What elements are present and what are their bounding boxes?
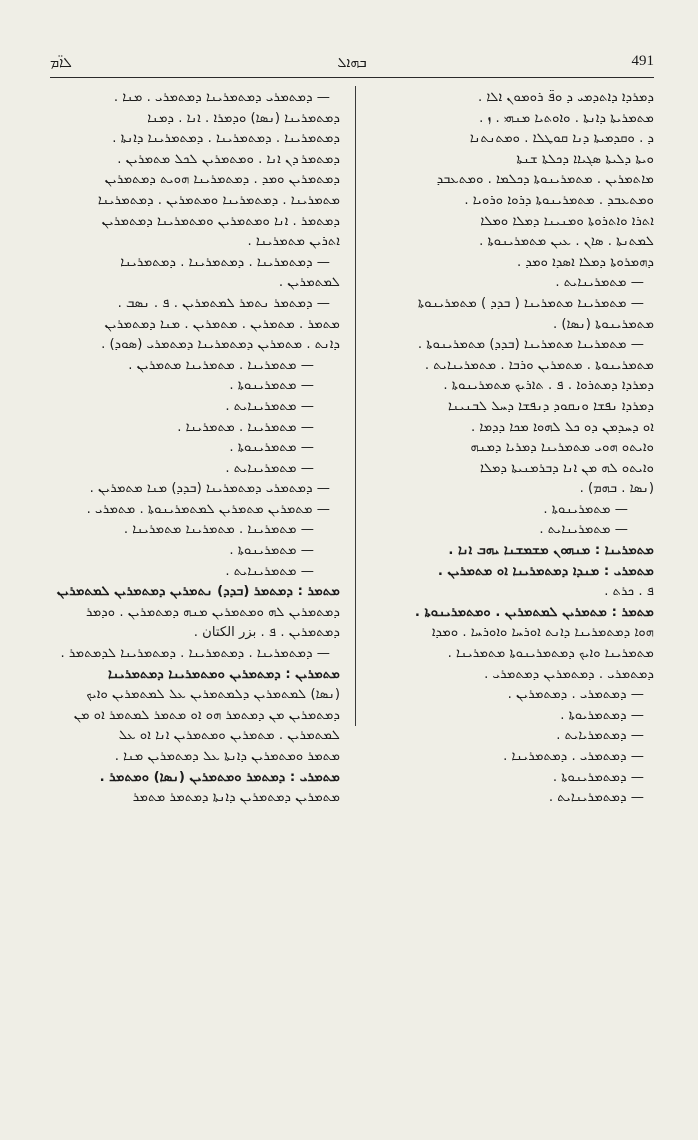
column-divider (355, 86, 356, 726)
right-column-line: ܡܐܬܡܪܝܢ . ܡܬܡܪܝܢܘܬܐ ܕܟܠܡܐ . ܘܡܬܥܒܕ (436, 172, 654, 188)
right-column-line: ܡܬܡܪܝܢܘܬܐ . ܡܬܡܪܝܢ ܘܪܒܐ . ܡܬܡܪܝܢܐܝܬ . (424, 357, 654, 373)
right-column-line: ܡܬܡܪܝ : ܡܢܕܐ ܕܡܬܡܪܝܢܐ ܐܘ ܡܬܡܪܝܢ . (437, 563, 654, 579)
right-column-line: ܕܡܪܕܐ ܕܡܬܪܘܐ . ܦ . ܬܐܪܝܟ ܡܬܡܪܝܢܘܬܐ . (443, 378, 654, 394)
right-column-line: — ܕܡܬܡܪܝܢܐܝܬ . (548, 790, 644, 806)
right-column-line: ܐܬܪܐ ܘܐܬܪܘܬܐ ܘܡܢܝܢܐ ܕܡܠܐ ܘܡܠܐ (480, 213, 654, 229)
left-column-line: ܕܡܬܡܪܝܢ ܠܗ ܘܡܬܡܪܝܢ ܡܢܗ ܕܡܬܡܪܝܢ . ܘܕܡܪ (85, 604, 340, 620)
left-column-line: — ܡܬܡܪܝܢܐܝܬ . (225, 398, 314, 414)
left-column-line: — ܡܬܡܪܝܢܘܬܐ . (229, 440, 314, 456)
right-column-line: ܗܘܐ ܕܡܬܡܪܝܢܐ ܕܐܢܬ ܐܘܪܚܐ ܘܐܘܪܚܐ . ܘܡܕܐ (431, 625, 654, 641)
left-column-line: — ܡܬܡܪܝܢܐ . ܡܬܡܪܝܢܐ ܡܬܡܪܝܢܐ . (123, 522, 314, 538)
left-column-line: ܕܡܬܡܪܝܢ ܘܡܕ . ܕܡܬܡܪܝܢܐ ܗܘܝܬ ܕܡܬܡܪܝܢ (104, 172, 340, 188)
left-column-line: ܐܬܪܝܢ ܡܬܡܪܝܢܐ . (247, 234, 340, 250)
right-column-line: ܕ . ܘܩܕܡܝܬܐ ܕܢܐ ܩܘܛܠܐ . ܘܡܬܢܬܢܐ (469, 131, 654, 147)
right-column-line: ܡܬܡܪܝܢܘܬܐ (ܢܣܐ) . (552, 316, 654, 332)
right-column-line: ܡܬܡܪܝܢܐ ܘܐܝܟ ܕܡܬܡܪܝܢܘܬܐ ܡܬܡܪܝܢܐ . (447, 646, 654, 662)
left-column-line: ܕܡܬܡܪ . ܐܢܐ ܘܡܬܡܪܝܢ ܘܡܬܡܪܝܢܐ ܕܡܬܡܪܝܢ (101, 213, 340, 229)
right-column-line: ܐܘ ܕܚܕܡܢ ܕܘ ܟܠ ܠܗܘܐ ܡܟܐ ܕܕܡܐ . (470, 419, 654, 435)
right-column-line: — ܕܡܬܡܪܝ . ܕܡܬܡܪܝܢ . (507, 687, 644, 703)
left-column-line: — ܡܬܡܪܝܢܐܝܬ . (225, 460, 314, 476)
left-column-line: — ܡܬܡܪܝܢ ܡܬܡܪܝܢ ܠܡܬܡܪܝܢܘܬܐ . ܡܬܡܪܝ . (86, 501, 330, 517)
left-column-line: ܡܬܡܪ ܘܡܬܡܪܝܢ ܕܐܢܬܐ ܥܠ ܕܡܬܡܪܝܢ ܡܢܐ . (114, 749, 340, 764)
left-column-line: ܠܡܬܡܪܝܢ . (278, 275, 340, 291)
page-number: 491 (631, 53, 654, 69)
left-column-line: — ܕܡܬܡܪܝܢܐ . ܕܡܬܡܪܝܢܐ . ܕܡܬܡܪܝܢܐ ܠܕܡܬܡܪ . (60, 646, 330, 662)
header-left-word: ܠܐ̈ܡ (50, 55, 72, 71)
left-column-line: — ܕܡܬܡܪܝܢܐ . ܕܡܬܡܪܝܢܐ . ܕܡܬܡܪܝܢܐ (120, 254, 330, 270)
left-column-line: ܡܬܡܪ : ܕܡܬܡܪ (ܒܕܕ) ܢܬܡܪܝܢ ܕܡܬܡܪܝܢ ܠܡܬܡܪܝܢ (56, 584, 340, 600)
left-column-line: — ܡܬܡܪܝܢܐ . ܡܬܡܪܝܢܐ . (177, 419, 314, 435)
right-column-line: — ܡܬܡܪܝܢܘܬܐ . (543, 501, 628, 517)
left-column-line: — ܡܬܡܪܝܢܘܬܐ . (229, 378, 314, 394)
right-column-line: ܡܬܡܪܝܢܐ : ܡܢܗܘܢ ܡܫܡܫܢܐ ܝܗܒ ܐܢܐ . (448, 543, 654, 559)
right-column-line: ܠܡܬܢܬܐ . ܣܐܢ . ܥܝܢ ܡܬܡܪܝܢܘܬܐ . (479, 234, 654, 250)
right-column-line: — ܡܬܡܪܝܢܐ ܡܬܡܪܝܢܐ (ܒܕܕ) ܡܬܡܪܝܢܘܬܐ . (417, 337, 644, 353)
right-column-line: ܘܐܝܬܘ ܠܗ ܡܢ ܐܢܐ ܕܒܪܡܢܝܬܐ ܕܡܠܐ (480, 460, 654, 476)
left-column-line: — ܕܡܬܡܪ ܢܬܡܪ ܠܡܬܡܪܝܢ . ܦ . ܢܣܒ . (117, 295, 330, 311)
right-column-line: — ܡܬܡܪܝܢܐܝܬ . (555, 275, 644, 291)
right-column-line: (ܢܣܐ . ܒܗܡ) . (579, 481, 654, 497)
right-column-line: ܕܡܪܕܐ ܢܦܫܐ ܘܢܩܘܕ ܕܢܦܫܐ ܕܚܠ ܠܒܢܝܢܐ (447, 398, 654, 414)
header-center-word: ܒܗܐܠ (337, 55, 367, 71)
right-column-line: ܕܡܪܕܐ ܕܐܬܕܡܝ ܕ ܘܦ̈ ܪܘܡܘܢ ܐܠܐ . (478, 90, 654, 105)
right-column-line: ܕܡܬܡܪܝ . ܕܡܬܡܪܝܢ ܕܡܬܡܪܝ . (484, 666, 654, 682)
left-column-line: ܕܡܬܡܪܝܢ ܡܢ ܕܡܬܡܪ ܗܘ ܐܘ ܡܬܡܪ ܠܡܬܡܪ ܐܘ ܡܢ (73, 707, 340, 723)
left-column-line: ܡܬܡܪ . ܡܬܡܪܝܢ . ܡܬܡܪܝܢ . ܡܢܐ ܕܡܬܡܪܝܢ (104, 316, 340, 332)
left-column-line: — ܡܬܡܪܝܢܐܝܬ . (225, 563, 314, 579)
right-column-line: — ܕܡܬܡܪܝܘܬܐ . (560, 707, 644, 723)
left-column-line: ܕܐܢܬ . ܡܬܡܪܝܢ ܕܡܬܡܪܝܢܐ ܕܡܬܡܪܝ (ܣܘܕ) . (101, 337, 340, 353)
left-column-line: — ܡܬܡܪܝܢܘܬܐ . (229, 543, 314, 559)
left-column-line: ܕܡܬܡܪܝܢܐ . ܕܡܬܡܪܝܢܐ . ܕܡܬܡܪܝܢܐ ܕܐܢܬܐ . (112, 131, 340, 147)
right-column-line: ܦ . ܟܪܬ . (604, 584, 654, 600)
left-column-line: ܕܡܬܡܪܝܢܐ (ܢܣܐ) ܘܕܡܪܐ . ܐܢܐ . ܕܡܢܐ (147, 110, 340, 126)
left-column-line: ܠܡܬܡܪܝܢ . ܡܬܡܪܝܢ ܘܡܬܡܪܝܢ ܐܢܐ ܐܘ ܥܠ (118, 728, 340, 744)
right-column-line: ܡܬܡܪ : ܡܬܡܪܝܢ ܠܡܬܡܪܝܢ . ܘܡܬܡܪܝܢܘܬܐ . (414, 604, 654, 620)
right-column-line: ܘܝܬܐ ܕܠܝܬܐ ܣܓܝܐܐ ܕܟܠܬܐ ܫܢܬܐ (516, 151, 654, 167)
right-column-line: ܕܗܡܪܘܬܐ ܕܡܠܐ ܐܣܕܐ ܘܡܕ . (516, 254, 654, 270)
left-column-line: — ܕܡܬܡܪܝ ܕܡܬܡܪܝܢܐ ܕܡܬܡܪܝ . ܡܢܐ . (113, 90, 330, 105)
right-column-line: — ܕܡܬܡܪܝܢܘܬܐ . (552, 769, 644, 785)
left-column-line: ܡܬܡܪܝܢܐ . ܕܡܬܡܪܝܢܐ ܘܡܬܡܪܝܢ . ܕܡܬܡܪܝܢܐ (97, 192, 340, 208)
right-column-line: ܡܬܡܪܝܬܐ ܕܐܢܬܐ . ܘܐܘܬܝܐ ܡܢܗܝ . ܙ . (479, 110, 654, 126)
left-column-line: ܕܡܬܡܪ ܕܢ ܐܢܐ . ܘܡܬܡܪܝܢ ܠܟܠ ܡܬܡܪܝܢ . (117, 151, 340, 167)
right-column-line: — ܡܬܡܪܝܢܐ ܡܬܡܪܝܢܐ ( ܒܕܕ ) ܡܬܡܪܝܢܘܬܐ (417, 295, 644, 311)
right-column-line: — ܡܬܡܪܝܢܐܝܬ . (539, 522, 628, 538)
left-column-line: ܡܬܡܪܝܢ : ܕܡܬܡܪܝܢ ܘܡܬܡܪܝܢܐ ܕܡܬܡܪܝܢܐ (108, 666, 340, 682)
right-column-line: — ܕܡܬܡܪܝܐܝܬ . (556, 728, 644, 744)
left-column (50, 88, 340, 809)
left-column-line: ܕܡܬܡܪܝܢ . ܦ . بزر الكتان . (193, 625, 340, 641)
right-column (364, 88, 654, 809)
left-column-line: ܡܬܡܪܝ : ܕܡܬܡܪ ܘܡܬܡܪܝܢ (ܢܣܐ) ܘܡܬܡܪ . (99, 769, 340, 785)
right-column-line: ܘܡܬܥܒܕ . ܡܬܡܪܝܢܘܬܐ ܕܪܘܐ ܘܪܘܝܐ . (464, 192, 654, 208)
right-column-line: — ܕܡܬܡܪܝ . ܕܡܬܡܪܝܢܐ . (503, 749, 644, 764)
left-column-line: (ܢܣܐ) ܠܡܬܡܪܝܢ ܕܠܡܬܡܪܝܢ ܥܠ ܠܡܬܡܪܝܢ ܘܐܝܟ (86, 687, 340, 703)
right-column-line: ܘܐܝܬܘ ܗܘܝ ܡܬܡܪܝܢܐ ܕܡܪܝܐ ܕܡܢܗ (470, 440, 654, 456)
left-column-line: — ܡܬܡܪܝܢܐ . ܡܬܡܪܝܢܐ ܡܬܡܪܝܢ . (128, 357, 314, 373)
left-column-line: ܡܬܡܪܝܢ ܕܡܬܡܪܝܢ ܕܐܢܬܐ ܕܡܬܡܪ ܡܬܡܪ (132, 790, 340, 806)
left-column-line: — ܕܡܬܡܪܝ ܕܡܬܡܪܝܢܐ (ܒܕܕ) ܡܢܐ ܡܬܡܪܝܢ . (89, 481, 330, 497)
page-header (50, 55, 654, 78)
